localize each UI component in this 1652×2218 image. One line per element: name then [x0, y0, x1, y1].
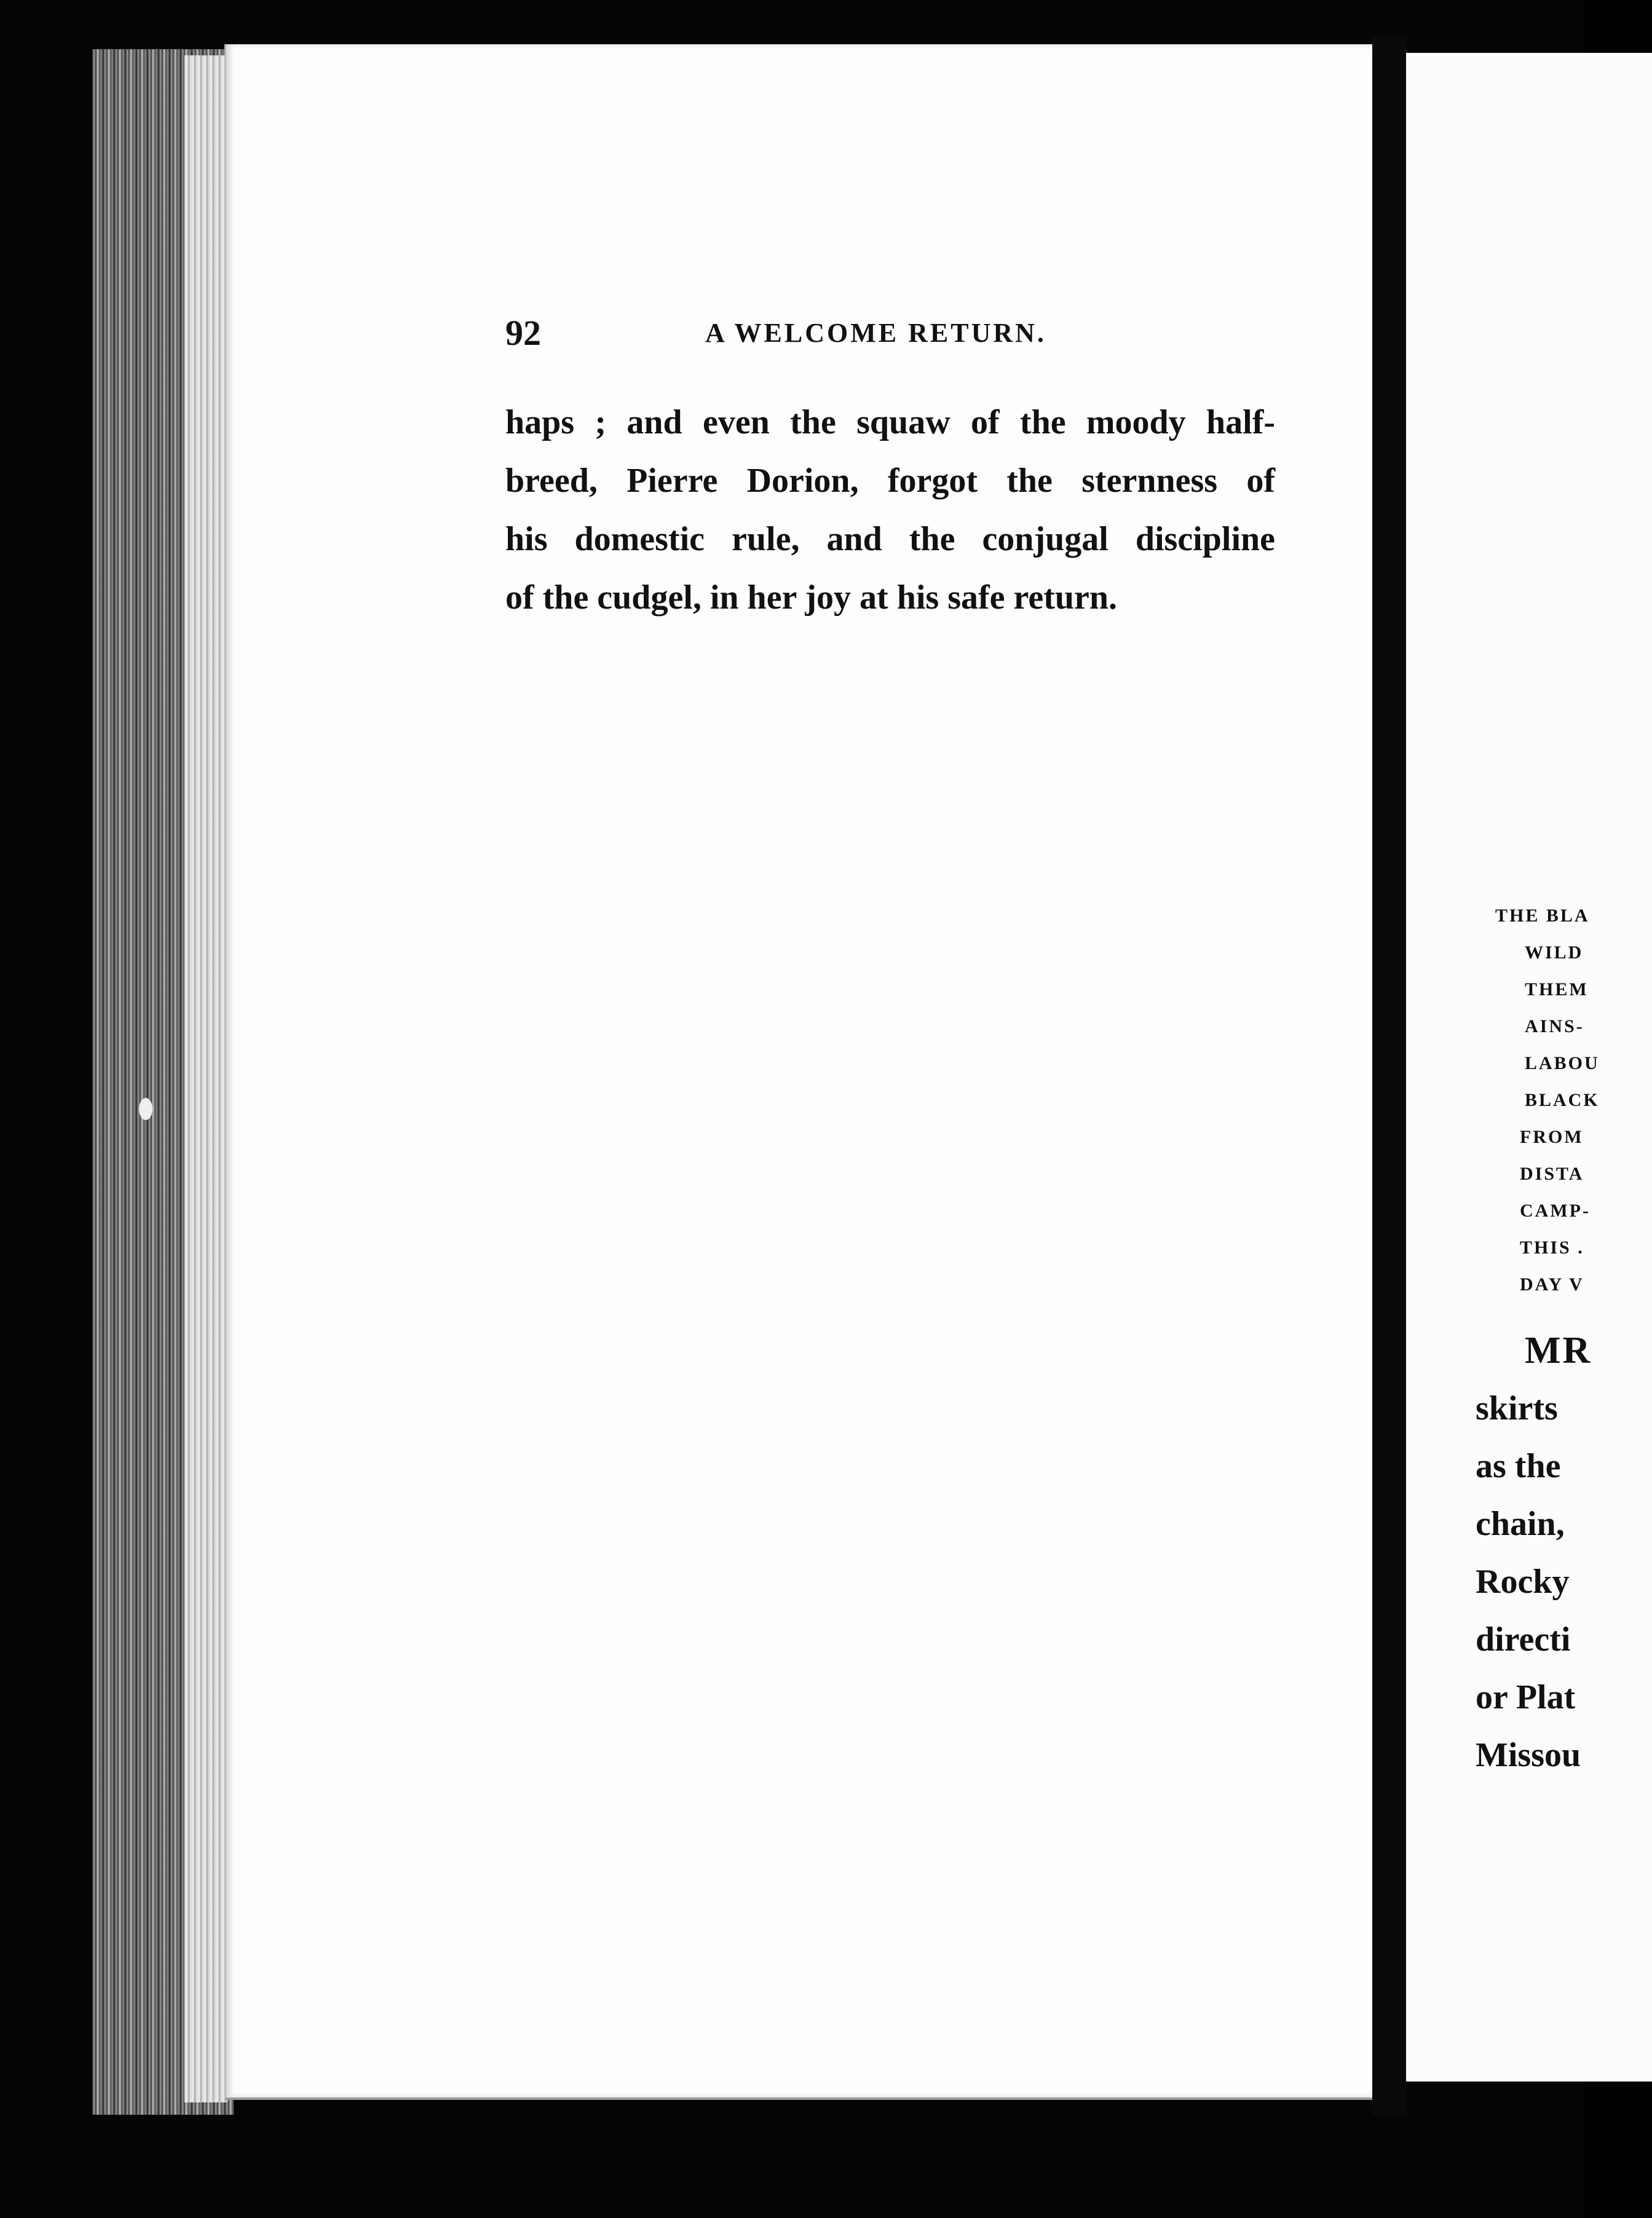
text-line: chain,	[1476, 1505, 1565, 1543]
summary-line: BLACK	[1525, 1090, 1600, 1110]
text-line: breed, Pierre Dorion, forgot the sternness of	[505, 462, 1275, 500]
summary-line: WILD	[1525, 942, 1584, 963]
chapter-summary	[1495, 898, 1600, 1303]
text-line: or Plat	[1476, 1678, 1576, 1716]
book-gutter	[1372, 37, 1406, 2115]
body-text	[505, 393, 1275, 627]
running-head: A WELCOME RETURN.	[705, 318, 1046, 348]
summary-line: DAY V	[1520, 1274, 1584, 1295]
text-line: of the cudgel, in her joy at his safe return.	[505, 578, 1117, 617]
text-line: his domestic rule, and the conjugal discipline	[505, 520, 1275, 558]
text-line: directi	[1476, 1620, 1571, 1659]
edge-mark	[139, 1098, 152, 1120]
text-line: as the	[1476, 1447, 1561, 1485]
summary-line: CAMP-	[1520, 1201, 1591, 1221]
summary-line: THE BLA	[1495, 906, 1590, 926]
summary-line: THIS .	[1520, 1237, 1584, 1258]
text-line: skirts	[1476, 1389, 1558, 1427]
text-line: Rocky	[1476, 1563, 1570, 1601]
summary-line: THEM	[1525, 979, 1589, 1000]
page-number: 92	[505, 313, 541, 353]
summary-line: AINS-	[1525, 1016, 1584, 1036]
text-line: MR	[1525, 1330, 1592, 1371]
page-edges-inner	[184, 55, 227, 2102]
summary-line: LABOU	[1525, 1053, 1600, 1073]
summary-line: DISTA	[1520, 1164, 1584, 1184]
text-line: Missou	[1476, 1736, 1581, 1774]
right-body-text	[1476, 1322, 1592, 1784]
text-line: haps ; and even the squaw of the moody half-	[505, 403, 1275, 441]
summary-line: FROM	[1520, 1127, 1584, 1147]
page-header	[505, 312, 1286, 361]
